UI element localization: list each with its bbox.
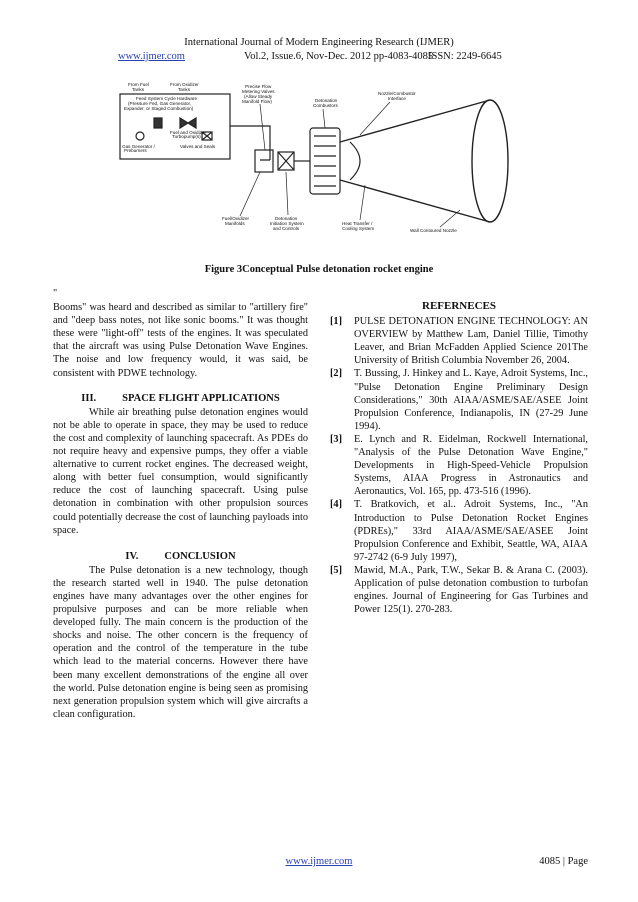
reference-item bbox=[330, 367, 588, 432]
reference-item bbox=[330, 498, 588, 563]
reference-item bbox=[330, 315, 588, 367]
paragraph-conclusion: The Pulse detonation is a new technology, though the research started well in 1940. The pulse detonation engines have many advantages over the other engines for propulsive purposes and can be more reliable when developed fully. The main concern is the production of the shocks and noise. The other concern is the frequency of operation and the control of the temperature in the tube which lead to the material concerns. However there have been many excellent demonstrations of the engine all over the world. Pulse detonation engine is being seen as promising next generation propulsion system which will give aircrafts a clean configuration. bbox=[53, 564, 308, 720]
footer-url-link[interactable]: www.ijmer.com bbox=[285, 856, 353, 867]
svg-text:Tanks: Tanks bbox=[132, 87, 144, 92]
svg-text:Metering Valves: Metering Valves bbox=[242, 89, 275, 94]
section-number: IV. bbox=[125, 550, 139, 562]
svg-text:Expander, or Staged Combustion: Expander, or Staged Combustion) bbox=[124, 106, 194, 111]
svg-text:(Allow Steady: (Allow Steady bbox=[244, 94, 273, 99]
label-turbopump: Fuel and Oxidizer bbox=[170, 130, 207, 135]
section-number: III. bbox=[81, 392, 97, 404]
reference-text: Mawid, M.A., Park, T.W., Sekar B. & Arana C. (2003). Application of pulse detonation combustion to turbofan engines. Journal of Engineering for Gas Turbines and Power 125(1). 270-283. bbox=[354, 564, 588, 616]
figure-caption: Figure 3Conceptual Pulse detonation rocket engine bbox=[204, 264, 434, 275]
svg-text:Combustors: Combustors bbox=[313, 103, 338, 108]
reference-item bbox=[330, 564, 588, 616]
header-issn: ISSN: 2249-6645 bbox=[428, 51, 502, 62]
combustor-block bbox=[310, 128, 340, 194]
reference-text: T. Bussing, J. Hinkey and L. Kaye, Adroit Systems, Inc., "Pulse Detonation Engine Preliminary Design Considerations," 30th AIAA/ASME/SAE/ASEE Joint Propulsion Conference, Indianapolis, IN (27-29 June 1994). bbox=[354, 368, 588, 432]
engine-diagram bbox=[110, 80, 530, 250]
reference-text: PULSE DETONATION ENGINE TECHNOLOGY: AN OVERVIEW by Matthew Lam, Daniel Tillie, Timothy Leaver, and Brian McFadden Applied Science 201The University of British Columbia November 26, 2004. bbox=[354, 316, 588, 367]
reference-number: [2] bbox=[330, 368, 343, 380]
references-column bbox=[330, 300, 588, 616]
svg-text:Turbopump(s): Turbopump(s) bbox=[172, 134, 201, 139]
header-volume: Vol.2, Issue.6, Nov-Dec. 2012 pp-4083-4085 bbox=[244, 51, 434, 62]
svg-text:Preburners: Preburners bbox=[124, 148, 147, 153]
quote-mark: " bbox=[53, 288, 58, 299]
section-heading-3 bbox=[53, 392, 308, 405]
label-det-combustors: Detonation bbox=[315, 98, 338, 103]
label-valves-seals: Valves and Seals bbox=[180, 144, 216, 149]
label-heat-transfer: Heat Transfer / bbox=[342, 221, 373, 226]
section-heading-4 bbox=[53, 550, 308, 563]
section-title: CONCLUSION bbox=[164, 550, 236, 562]
section-title: SPACE FLIGHT APPLICATIONS bbox=[122, 392, 280, 404]
svg-text:Manifold Flow): Manifold Flow) bbox=[242, 99, 272, 104]
label-nozzle-interface: Nozzle/Combustor bbox=[378, 91, 416, 96]
footer-page-number: 4085 | Page bbox=[539, 856, 588, 867]
label-gas-generator: Gas Generator / bbox=[122, 144, 155, 149]
svg-text:Tanks: Tanks bbox=[178, 87, 190, 92]
label-feed-system: Feed System Cycle Hardware bbox=[136, 96, 198, 101]
reference-number: [4] bbox=[330, 499, 343, 511]
label-initiation: Detonation bbox=[275, 216, 298, 221]
svg-text:and Controls: and Controls bbox=[273, 226, 300, 231]
label-wall-nozzle: Wall Contoured Nozzle bbox=[410, 228, 457, 233]
paragraph-space-flight: While air breathing pulse detonation engines would not be able to operate in space, they may be used to reduce the cost and complexity of launching spacecraft. As PDEs do not require heavy and expensive pumps, they offer a viable alternative to current rocket engines. The decreased weight, along with better fuel consumption, would significantly reduce the cost of launching spacecraft. Using pulse detonation in combination with other propulsion sources could potentially decrease the cost of launching payloads into space. bbox=[53, 406, 308, 536]
reference-item bbox=[330, 433, 588, 498]
references-title: REFERNECES bbox=[422, 300, 496, 312]
label-fuel-tanks: From Fuel bbox=[128, 82, 149, 87]
label-oxidizer-tanks: From Oxidizer bbox=[170, 82, 199, 87]
svg-text:Cooling System: Cooling System bbox=[342, 226, 375, 231]
label-metering-valves: Precise Flow bbox=[245, 84, 272, 89]
paragraph-booms: Booms" was heard and described as similar to "artillery fire" and "deep bass notes, not like sonic booms." It was thought these were "light-off" tests of the engines. It was speculated that the aircraft was using Pulse Detonation Wave Engines. The noise and low frequency would, it was said, be consistent with PDWE technology. bbox=[53, 302, 308, 379]
svg-text:Initiation System: Initiation System bbox=[270, 221, 304, 226]
reference-text: E. Lynch and R. Eidelman, Rockwell International, "Analysis of the Pulse Detonation Wave Engine," Developments in High-Speed-Vehicle Propulsion Systems, AIAA Progress in Astronautics and Aeronautics, Vol. 165, pp. 473-516 (1996). bbox=[354, 433, 588, 498]
header-url-link[interactable]: www.ijmer.com bbox=[118, 51, 185, 62]
journal-title: International Journal of Modern Engineering Research (IJMER) bbox=[184, 37, 454, 48]
label-manifolds: Fuel/Oxidizer bbox=[222, 216, 250, 221]
reference-number: [1] bbox=[330, 316, 343, 328]
left-column bbox=[53, 287, 308, 721]
svg-text:Manifolds: Manifolds bbox=[225, 221, 245, 226]
reference-text: T. Bratkovich, et al.. Adroit Systems, Inc., "An Introduction to Pulse Detonation Rocket Engines (PDREs)," 33rd AIAA/ASME/SAE/ASEE Joint Propulsion Conference and Exhibit, Seattle, WA, AIAA 97-2742 (6-9 July 1997), bbox=[354, 499, 588, 563]
svg-text:(Pressure Fed, Gas Generator,: (Pressure Fed, Gas Generator, bbox=[128, 101, 192, 106]
svg-text:Interface: Interface bbox=[388, 96, 406, 101]
reference-number: [5] bbox=[330, 564, 343, 576]
reference-number: [3] bbox=[330, 433, 343, 445]
